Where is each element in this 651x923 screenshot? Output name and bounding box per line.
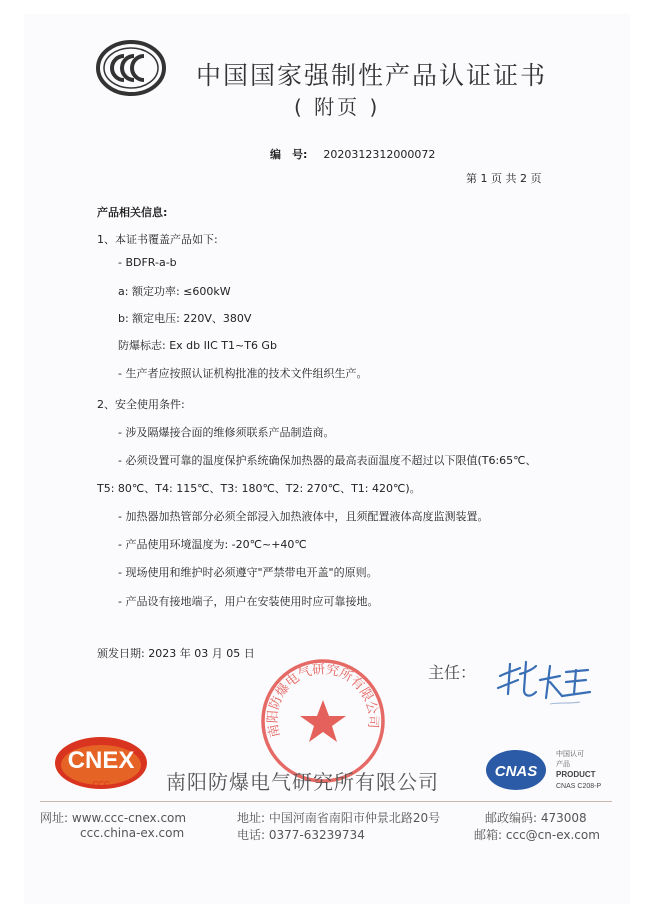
certificate-title: 中国国家强制性产品认证证书 bbox=[196, 61, 548, 90]
ccc-logo-icon bbox=[96, 40, 166, 96]
svg-text:CCC: CCC bbox=[92, 780, 110, 789]
certificate-number-label: 编 号: bbox=[270, 148, 308, 161]
website-link[interactable]: ccc.china-ex.com bbox=[80, 826, 185, 840]
postcode-label: 邮政编码: bbox=[485, 811, 538, 825]
phone-value: 0377-63239734 bbox=[268, 828, 365, 842]
phone-line bbox=[237, 826, 365, 843]
organization-name: 南阳防爆电气研究所有限公司 bbox=[166, 770, 439, 794]
body-line: 1、本证书覆盖产品如下: bbox=[97, 233, 218, 246]
certificate-number bbox=[270, 146, 435, 162]
phone-label: 电话: bbox=[237, 828, 266, 842]
website-link[interactable]: www.ccc-cnex.com bbox=[71, 811, 187, 825]
issue-date bbox=[97, 645, 255, 661]
section-heading: 产品相关信息: bbox=[97, 206, 168, 219]
email-link[interactable]: ccc@cn-ex.com bbox=[505, 828, 600, 842]
issue-date-label: 颁发日期: bbox=[97, 647, 145, 660]
director-label: 主任： bbox=[428, 663, 477, 682]
svg-text:产品: 产品 bbox=[556, 760, 570, 768]
director-signature bbox=[490, 654, 600, 712]
page-info: 第 1 页 共 2 页 bbox=[466, 172, 542, 185]
svg-text:CNEX: CNEX bbox=[67, 747, 135, 774]
website-label: 网址: bbox=[40, 811, 69, 825]
body-line: a: 额定功率: ≤600kW bbox=[118, 285, 231, 298]
body-line: T5: 80℃、T4: 115℃、T3: 180℃、T2: 270℃、T1: 420℃)。 bbox=[97, 482, 421, 495]
body-line: - BDFR-a-b bbox=[118, 256, 177, 269]
certificate-subtitle: ( 附页 ) bbox=[294, 95, 381, 119]
svg-text:PRODUCT: PRODUCT bbox=[556, 770, 596, 779]
svg-text:南阳防爆电气研究所有限公司: 南阳防爆电气研究所有限公司 bbox=[265, 662, 381, 739]
cnex-logo bbox=[53, 735, 149, 793]
issue-date-value: 2023 年 03 月 05 日 bbox=[148, 647, 255, 660]
svg-text:中国认可: 中国认可 bbox=[556, 750, 584, 758]
certificate-number-value: 2020312312000072 bbox=[323, 148, 436, 161]
email-line bbox=[474, 826, 600, 843]
body-line: b: 额定电压: 220V、380V bbox=[118, 312, 252, 325]
body-line: - 现场使用和维护时必须遵守"严禁带电开盖"的原则。 bbox=[118, 566, 378, 579]
postcode-value: 473008 bbox=[540, 811, 587, 825]
body-line: - 涉及隔爆接合面的维修须联系产品制造商。 bbox=[118, 426, 335, 439]
svg-text:CNAS: CNAS bbox=[494, 763, 538, 780]
address-value: 中国河南省南阳市仲景北路20号 bbox=[268, 811, 441, 825]
body-line: - 生产者应按照认证机构批准的技术文件组织生产。 bbox=[118, 367, 368, 380]
body-line: - 必须设置可靠的温度保护系统确保加热器的最高表面温度不超过以下限值(T6:65℃、 bbox=[118, 454, 537, 467]
body-line: - 产品设有接地端子，用户在安装使用时应可靠接地。 bbox=[118, 595, 379, 608]
svg-text:CNAS C208-P: CNAS C208-P bbox=[556, 783, 602, 790]
postcode-line bbox=[485, 809, 587, 826]
address-line bbox=[237, 809, 440, 826]
body-line: 2、安全使用条件: bbox=[97, 398, 185, 411]
address-label: 地址: bbox=[237, 811, 266, 825]
footer-divider bbox=[40, 801, 612, 802]
website-line bbox=[40, 809, 186, 826]
email-label: 邮箱: bbox=[474, 828, 503, 842]
body-line: - 产品使用环境温度为: -20℃~+40℃ bbox=[118, 538, 307, 551]
body-line: - 加热器加热管部分必须全部浸入加热液体中，且须配置液体高度监测装置。 bbox=[118, 510, 489, 523]
body-line: 防爆标志: Ex db IIC T1~T6 Gb bbox=[118, 339, 277, 352]
cnas-logo bbox=[484, 746, 608, 794]
